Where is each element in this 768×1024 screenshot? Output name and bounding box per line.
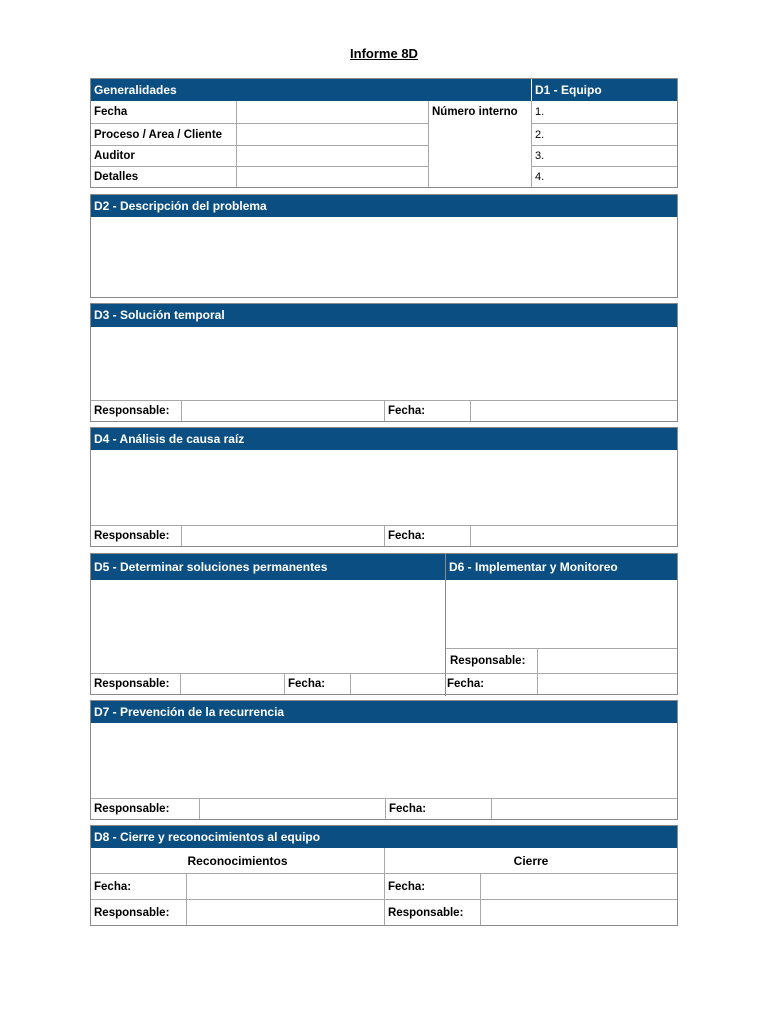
recognition-responsible-input[interactable] <box>186 900 384 925</box>
d6-implementation-area[interactable] <box>446 580 677 648</box>
closure-header: Cierre <box>513 853 549 868</box>
closure-date-label: Fecha: <box>388 880 426 893</box>
recognition-responsible-label: Responsable: <box>94 906 170 919</box>
d4-date-input[interactable] <box>470 526 677 546</box>
d4-date-label: Fecha: <box>384 526 470 546</box>
team-member-1[interactable]: 1. <box>535 106 545 118</box>
team-member-2[interactable]: 2. <box>535 128 545 141</box>
d4-responsible-label: Responsable: <box>94 530 170 542</box>
d4-header: D4 - Análisis de causa raíz <box>91 428 677 450</box>
process-label: Proceso / Area / Cliente <box>94 128 223 141</box>
d2-problem-description-area[interactable] <box>91 217 677 297</box>
section-d2 <box>90 194 678 298</box>
d3-date-input[interactable] <box>470 401 677 421</box>
d8-header: D8 - Cierre y reconocimientos al equipo <box>91 826 677 848</box>
d4-root-cause-area[interactable] <box>91 450 677 525</box>
d3-responsible-label: Responsable: <box>94 405 170 417</box>
d7-recurrence-prevention-area[interactable] <box>91 723 677 798</box>
d1-team-header: D1 - Equipo <box>531 79 677 101</box>
d3-header: D3 - Solución temporal <box>91 304 677 327</box>
d5-header: D5 - Determinar soluciones permanentes <box>91 554 445 580</box>
closure-date-input[interactable] <box>480 874 677 899</box>
internal-number-input[interactable] <box>429 123 531 187</box>
d7-responsible-input[interactable] <box>199 799 385 819</box>
general-row-details <box>91 166 428 187</box>
d5-date-input[interactable] <box>350 674 445 694</box>
process-input[interactable] <box>236 124 428 145</box>
d6-responsible-label: Responsable: <box>450 655 526 667</box>
auditor-label: Auditor <box>94 150 135 162</box>
details-label: Detalles <box>94 171 139 183</box>
d3-date-label: Fecha: <box>384 401 470 421</box>
d6-header: D6 - Implementar y Monitoreo <box>446 554 677 580</box>
d6-responsible-input[interactable] <box>537 649 677 673</box>
document-title: Informe 8D <box>350 46 418 61</box>
closure-responsible-input[interactable] <box>480 900 677 925</box>
recognition-date-label: Fecha: <box>94 880 132 893</box>
general-row-process <box>91 123 428 145</box>
team-member-4[interactable]: 4. <box>535 171 545 183</box>
section-d4 <box>90 427 678 547</box>
d5-permanent-solutions-area[interactable] <box>91 580 445 673</box>
section-d3 <box>90 303 678 422</box>
section-d8 <box>90 825 678 926</box>
d6-date-input[interactable] <box>537 674 677 694</box>
general-header: Generalidades <box>91 79 531 101</box>
recognition-date-input[interactable] <box>186 874 384 899</box>
date-input[interactable] <box>236 101 428 123</box>
d5-responsible-label: Responsable: <box>94 678 170 690</box>
d3-temporary-solution-area[interactable] <box>91 327 677 400</box>
date-label: Fecha <box>94 106 128 118</box>
section-d7 <box>90 700 678 820</box>
section-general <box>90 78 678 188</box>
general-row-date <box>91 101 428 123</box>
auditor-input[interactable] <box>236 146 428 166</box>
d7-header: D7 - Prevención de la recurrencia <box>91 701 677 723</box>
d5-date-label: Fecha: <box>284 674 350 694</box>
d6-date-label: Fecha: <box>447 678 485 690</box>
d5-responsible-input[interactable] <box>180 674 284 694</box>
internal-number-label: Número interno <box>432 106 518 118</box>
section-d5-d6 <box>90 553 678 695</box>
d7-responsible-label: Responsable: <box>94 803 170 815</box>
team-member-3[interactable]: 3. <box>535 150 545 162</box>
d4-responsible-input[interactable] <box>181 526 384 546</box>
d7-date-input[interactable] <box>491 799 677 819</box>
closure-responsible-label: Responsable: <box>388 906 464 919</box>
details-input[interactable] <box>236 167 428 187</box>
recognition-header: Reconocimientos <box>187 853 288 868</box>
d7-date-label: Fecha: <box>385 799 491 819</box>
d2-header: D2 - Descripción del problema <box>91 195 677 217</box>
general-row-auditor <box>91 145 428 166</box>
d3-responsible-input[interactable] <box>181 401 384 421</box>
